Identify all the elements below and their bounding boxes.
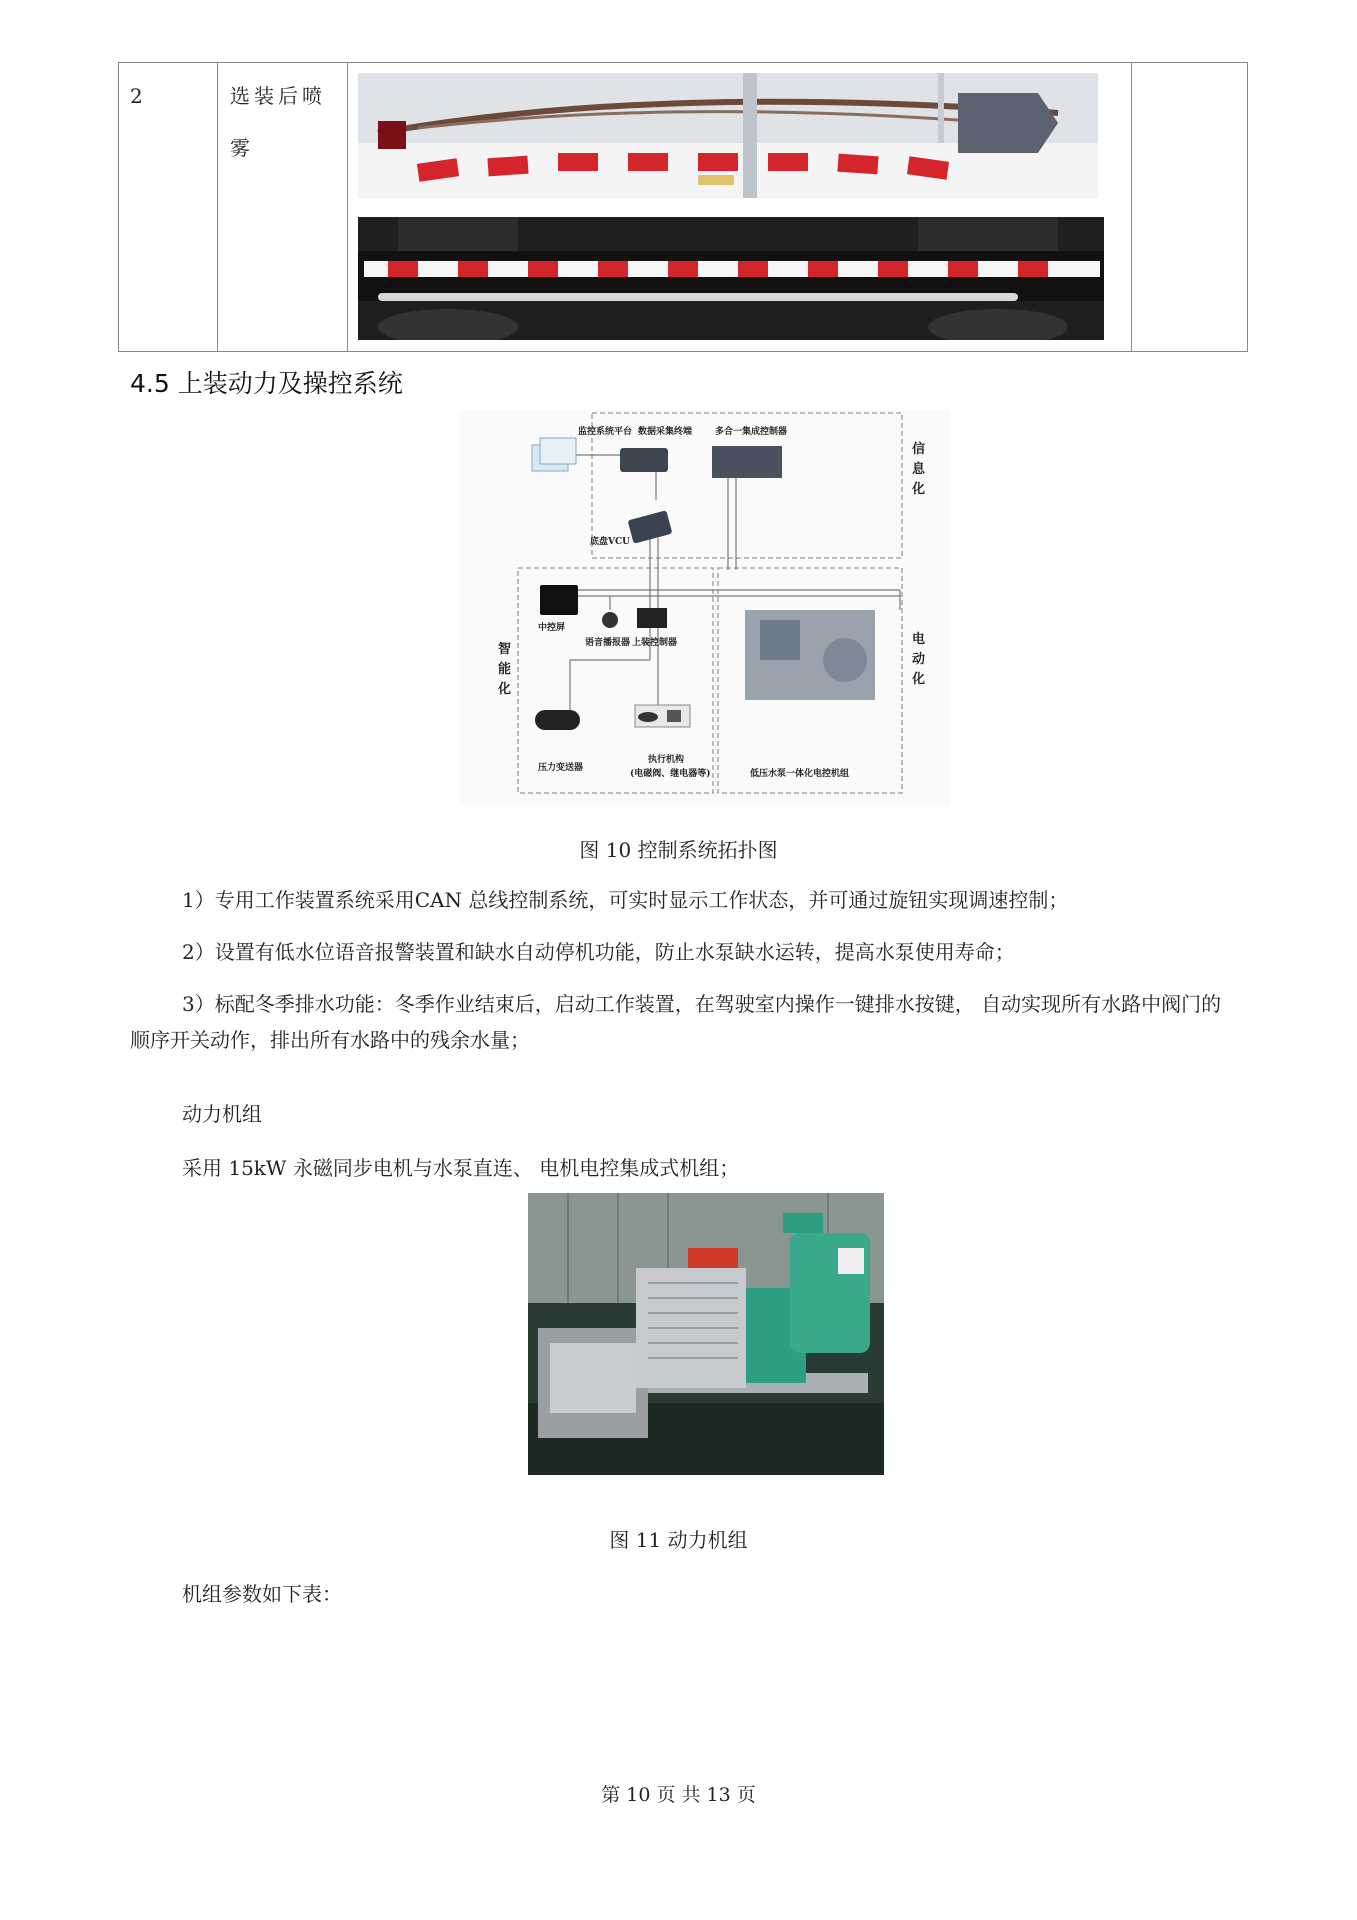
table-divider [217, 63, 218, 351]
table-cell-index: 2 [130, 84, 143, 108]
label-actuator: 执行机构 [648, 755, 685, 765]
label-chassis-vcu: 底盘VCU [590, 537, 630, 547]
paragraph-1: 1）专用工作装置系统采用CAN 总线控制系统，可实时显示工作状态，并可通过旋钮实现调速控制； [182, 888, 1069, 912]
paragraph-2: 2）设置有低水位语音报警装置和缺水自动停机功能，防止水泵缺水运转，提高水泵使用寿命； [182, 940, 1015, 964]
paragraph-3: 3）标配冬季排水功能：冬季作业结束后，启动工作装置，在驾驶室内操作一键排水按键， 自动实现所有水路中阀门的顺序开关动作，排出所有水路中的残余水量； [130, 992, 1222, 1052]
rear-spray-photo-top [358, 73, 1098, 198]
power-unit-photo [528, 1193, 884, 1475]
label-electrification: 电动化 [912, 632, 926, 687]
label-actuator-note: (电磁阀、继电器等) [630, 769, 711, 779]
figure-10-caption: 图 10 控制系统拓扑图 [579, 838, 778, 862]
label-intelligence: 智能化 [498, 642, 512, 697]
power-unit-description: 采用 15kW 永磁同步电机与水泵直连、 电机电控集成式机组； [182, 1156, 740, 1180]
table-cell-item: 选装后喷雾 [230, 84, 326, 160]
table-divider [347, 63, 348, 351]
table-divider [1131, 63, 1132, 351]
label-pump-unit: 低压水泵一体化电控机组 [750, 769, 850, 779]
label-integrated-controller: 多合一集成控制器 [715, 427, 788, 437]
label-central-screen: 中控屏 [538, 623, 566, 633]
power-unit-title: 动力机组 [182, 1102, 262, 1126]
label-informatization: 信息化 [912, 442, 926, 497]
control-topology-diagram [460, 410, 950, 805]
rear-bumper-photo [358, 217, 1104, 340]
label-upper-controller: 上装控制器 [632, 638, 678, 648]
page-number: 第 10 页 共 13 页 [601, 1784, 756, 1806]
label-voice-player: 语音播报器 [585, 638, 631, 648]
parameters-intro: 机组参数如下表： [182, 1582, 342, 1606]
label-pressure-sensor: 压力变送器 [538, 763, 584, 773]
figure-11-caption: 图 11 动力机组 [609, 1528, 748, 1552]
section-heading: 4.5 上装动力及操控系统 [130, 369, 403, 398]
label-data-terminal: 数据采集终端 [638, 427, 693, 437]
label-monitor-platform: 监控系统平台 [578, 427, 633, 437]
